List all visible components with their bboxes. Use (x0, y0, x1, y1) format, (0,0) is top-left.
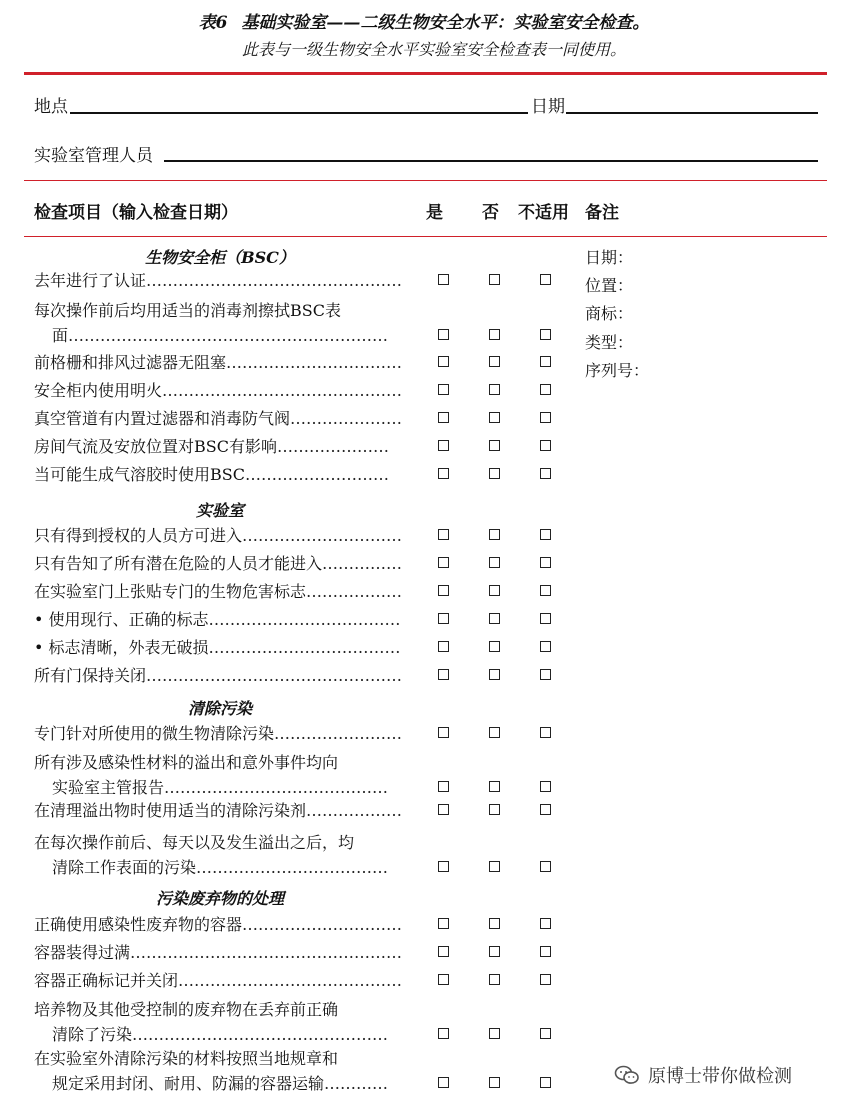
item-text: 容器装得过满 (34, 943, 131, 962)
dot-leader: ……………………………… (196, 858, 389, 877)
item-text: 专门针对所使用的微生物清除污染 (34, 724, 275, 743)
checkbox-no[interactable] (489, 384, 500, 395)
dot-leader: ……………………………… (208, 610, 401, 629)
checkbox-na[interactable] (540, 918, 551, 929)
checkbox-yes[interactable] (438, 1077, 449, 1088)
item-text: 房间气流及安放位置对BSC有影响 (34, 437, 277, 456)
checkbox-na[interactable] (540, 384, 551, 395)
checkbox-na[interactable] (540, 641, 551, 652)
checkbox-yes[interactable] (438, 804, 449, 815)
checkbox-no[interactable] (489, 727, 500, 738)
checkbox-yes[interactable] (438, 585, 449, 596)
checklist-item (34, 750, 409, 800)
item-text-line (34, 523, 409, 548)
section-title: 污染废弃物的处理 (155, 889, 284, 908)
checkbox-yes[interactable] (438, 384, 449, 395)
item-text-line (34, 940, 409, 965)
checkbox-yes[interactable] (438, 781, 449, 792)
bsc-note-date: 日期： (585, 248, 634, 267)
item-text: 在清理溢出物时使用适当的清除污染剂 (34, 801, 307, 820)
checkbox-na[interactable] (540, 585, 551, 596)
item-text: 只有得到授权的人员方可进入 (34, 526, 243, 545)
checklist-item (34, 298, 409, 348)
checkbox-yes[interactable] (438, 356, 449, 367)
item-text: 只有告知了所有潜在危险的人员才能进入 (34, 554, 323, 573)
checkbox-na[interactable] (540, 274, 551, 285)
dot-leader: ……………… (306, 582, 403, 601)
item-text: • 使用现行、正确的标志 (34, 610, 209, 629)
checklist-item (34, 912, 409, 937)
checkbox-yes[interactable] (438, 1028, 449, 1039)
item-text-line (34, 912, 409, 937)
checklist-item (34, 721, 409, 746)
item-text: 清除了污染 (52, 1025, 133, 1044)
checkbox-yes[interactable] (438, 329, 449, 340)
checklist-item (34, 997, 409, 1047)
checkbox-no[interactable] (489, 1028, 500, 1039)
item-text-continuation (34, 323, 409, 348)
item-text: 安全柜内使用明火 (34, 381, 163, 400)
item-text-continuation (34, 855, 409, 880)
checkbox-na[interactable] (540, 1077, 551, 1088)
item-text: 清除工作表面的污染 (52, 858, 197, 877)
item-text-line (34, 663, 409, 688)
checkbox-na[interactable] (540, 946, 551, 957)
checkbox-yes[interactable] (438, 727, 449, 738)
col-header-no: 否 (482, 203, 499, 223)
dot-leader: ………… (324, 1074, 389, 1093)
checkbox-na[interactable] (540, 974, 551, 985)
wechat-icon (614, 1064, 640, 1086)
dot-leader: …………………………………………… (130, 943, 403, 962)
checkbox-no[interactable] (489, 613, 500, 624)
dot-leader: ……………… (306, 801, 403, 820)
checklist-item (34, 378, 409, 403)
table-number: 表6 (198, 13, 228, 33)
checkbox-yes[interactable] (438, 440, 449, 451)
checklist-item (34, 462, 409, 487)
item-text: • 标志清晰，外表无破损 (34, 638, 209, 657)
checklist-item (34, 434, 409, 459)
checkbox-no[interactable] (489, 468, 500, 479)
checklist-item (34, 551, 409, 576)
item-text-line (34, 607, 409, 632)
top-red-rule (24, 72, 827, 75)
checkbox-no[interactable] (489, 329, 500, 340)
checklist-item (34, 523, 409, 548)
section-title: 清除污染 (187, 699, 252, 718)
checkbox-yes[interactable] (438, 918, 449, 929)
checkbox-yes[interactable] (438, 861, 449, 872)
item-text: 面 (52, 326, 69, 345)
item-text-line (34, 830, 409, 855)
item-text-line (34, 406, 409, 431)
item-text: 去年进行了认证 (34, 271, 147, 290)
watermark-text: 原博士带你做检测 (648, 1066, 792, 1087)
checkbox-no[interactable] (489, 918, 500, 929)
location-label: 地点 (34, 97, 68, 117)
checkbox-na[interactable] (540, 1028, 551, 1039)
item-text: 所有涉及感染性材料的溢出和意外事件均向 (34, 753, 339, 772)
table-subtitle: 此表与一级生物安全水平实验室安全检查表一同使用。 (241, 40, 626, 59)
location-field-line[interactable] (70, 112, 528, 114)
dot-leader: …………… (322, 554, 403, 573)
table-title-text: 基础实验室——二级生物安全水平：实验室安全检查。 (241, 13, 650, 33)
checkbox-no[interactable] (489, 974, 500, 985)
checkbox-na[interactable] (540, 861, 551, 872)
dot-leader: ………………… (290, 409, 403, 428)
dot-leader: ………………………………………… (146, 666, 403, 685)
table-title (0, 8, 848, 33)
checkbox-no[interactable] (489, 1077, 500, 1088)
item-text-continuation (34, 1071, 409, 1096)
checkbox-no[interactable] (489, 529, 500, 540)
item-text: 规定采用封闭、耐用、防漏的容器运输 (52, 1074, 325, 1093)
checkbox-na[interactable] (540, 781, 551, 792)
checklist-item (34, 663, 409, 688)
checkbox-no[interactable] (489, 669, 500, 680)
item-text-line (34, 1046, 409, 1071)
checkbox-yes[interactable] (438, 274, 449, 285)
date-label: 日期 (531, 97, 565, 117)
item-text-line (34, 579, 409, 604)
item-text: 正确使用感染性废弃物的容器 (34, 915, 243, 934)
header-red-rule (24, 236, 827, 237)
item-text: 所有门保持关闭 (34, 666, 147, 685)
item-text-line (34, 378, 409, 403)
checklist-item (34, 579, 409, 604)
checklist-item (34, 350, 409, 375)
col-header-item: 检查项目（输入检查日期） (34, 203, 238, 223)
dot-leader: ………………………………………… (132, 1025, 389, 1044)
item-text: 实验室主管报告 (52, 778, 165, 797)
checkbox-na[interactable] (540, 613, 551, 624)
checkbox-no[interactable] (489, 356, 500, 367)
checklist-item (34, 268, 409, 293)
bsc-note-serial: 序列号： (585, 361, 650, 380)
col-header-remarks: 备注 (585, 203, 619, 223)
item-text-line (34, 968, 409, 993)
checkbox-yes[interactable] (438, 557, 449, 568)
dot-leader: ………………………… (242, 915, 403, 934)
checkbox-na[interactable] (540, 804, 551, 815)
checkbox-yes[interactable] (438, 613, 449, 624)
checkbox-no[interactable] (489, 440, 500, 451)
checkbox-no[interactable] (489, 641, 500, 652)
checkbox-na[interactable] (540, 669, 551, 680)
item-text-continuation (34, 1022, 409, 1047)
checkbox-yes[interactable] (438, 641, 449, 652)
checkbox-yes[interactable] (438, 669, 449, 680)
checkbox-yes[interactable] (438, 412, 449, 423)
dot-leader: …………………………………… (178, 971, 403, 990)
checkbox-na[interactable] (540, 329, 551, 340)
dot-leader: …………………… (274, 724, 403, 743)
checklist-item (34, 968, 409, 993)
dot-leader: …………………………………… (164, 778, 389, 797)
checkbox-na[interactable] (540, 557, 551, 568)
checklist-item (34, 635, 409, 660)
dot-leader: ………………………… (242, 526, 403, 545)
item-text-line (34, 798, 409, 823)
checkbox-no[interactable] (489, 804, 500, 815)
item-text: 当可能生成气溶胶时使用BSC (34, 465, 245, 484)
item-text: 每次操作前后均用适当的消毒剂擦拭BSC表 (34, 301, 341, 320)
section-title: 生物安全柜（BSC） (145, 248, 295, 267)
checkbox-yes[interactable] (438, 468, 449, 479)
checklist-item (34, 940, 409, 965)
item-text-continuation (34, 775, 409, 800)
item-text-line (34, 750, 409, 775)
item-text-line (34, 350, 409, 375)
manager-label: 实验室管理人员 (34, 146, 153, 166)
item-text: 培养物及其他受控制的废弃物在丢弃前正确 (34, 1000, 339, 1019)
checkbox-yes[interactable] (438, 946, 449, 957)
dot-leader: ………………… (276, 437, 389, 456)
item-text-line (34, 268, 409, 293)
item-text-line (34, 462, 409, 487)
checklist-item (34, 607, 409, 632)
date-field-line[interactable] (566, 112, 818, 114)
checklist-item (34, 406, 409, 431)
dot-leader: ……………………… (244, 465, 389, 484)
checkbox-no[interactable] (489, 274, 500, 285)
checkbox-yes[interactable] (438, 974, 449, 985)
col-header-yes: 是 (426, 203, 443, 223)
dot-leader: ……………………………… (208, 638, 401, 657)
checkbox-no[interactable] (489, 557, 500, 568)
dot-leader: ………………………………………… (146, 271, 403, 290)
item-text-line (34, 434, 409, 459)
dot-leader: …………………………………………………… (68, 326, 389, 345)
item-text-line (34, 997, 409, 1022)
checkbox-na[interactable] (540, 727, 551, 738)
item-text: 前格栅和排风过滤器无阻塞 (34, 353, 227, 372)
dot-leader: …………………………… (226, 353, 403, 372)
checklist-item (34, 1046, 409, 1096)
manager-field-line[interactable] (164, 160, 818, 162)
dot-leader: ……………………………………… (162, 381, 403, 400)
mid-red-rule (24, 180, 827, 181)
checklist-item (34, 830, 409, 880)
item-text: 容器正确标记并关闭 (34, 971, 179, 990)
item-text-line (34, 635, 409, 660)
checkbox-yes[interactable] (438, 529, 449, 540)
checkbox-na[interactable] (540, 468, 551, 479)
checkbox-na[interactable] (540, 356, 551, 367)
item-text: 真空管道有内置过滤器和消毒防气阀 (34, 409, 291, 428)
item-text-line (34, 721, 409, 746)
bsc-note-location: 位置： (585, 276, 634, 295)
checklist-item (34, 798, 409, 823)
section-title: 实验室 (195, 501, 244, 520)
item-text: 在实验室外清除污染的材料按照当地规章和 (34, 1049, 339, 1068)
checkbox-na[interactable] (540, 529, 551, 540)
bsc-note-brand: 商标： (585, 304, 634, 323)
item-text-line (34, 298, 409, 323)
bsc-note-type: 类型： (585, 333, 634, 352)
checkbox-no[interactable] (489, 412, 500, 423)
checkbox-no[interactable] (489, 861, 500, 872)
item-text: 在每次操作前后、每天以及发生溢出之后，均 (34, 833, 355, 852)
checkbox-no[interactable] (489, 946, 500, 957)
checkbox-na[interactable] (540, 440, 551, 451)
item-text: 在实验室门上张贴专门的生物危害标志 (34, 582, 307, 601)
checkbox-no[interactable] (489, 781, 500, 792)
checkbox-na[interactable] (540, 412, 551, 423)
item-text-line (34, 551, 409, 576)
col-header-na: 不适用 (518, 203, 569, 223)
checkbox-no[interactable] (489, 585, 500, 596)
